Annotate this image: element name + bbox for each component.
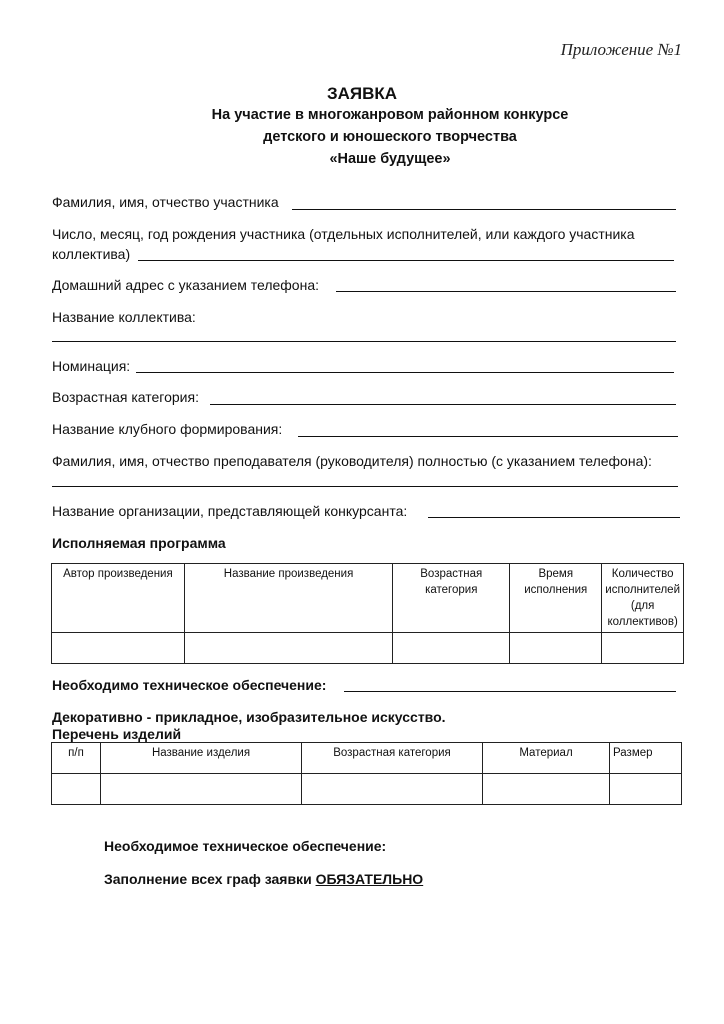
field-club-label: Название клубного формирования: <box>52 421 283 437</box>
field-nomination-line[interactable] <box>136 372 674 373</box>
table-cell[interactable] <box>302 774 483 805</box>
field-fio-line[interactable] <box>292 209 676 210</box>
tech-requirement-2-label: Необходимое техническое обеспечение: <box>104 838 387 854</box>
mandatory-note-emphasis: ОБЯЗАТЕЛЬНО <box>315 871 424 887</box>
table-cell[interactable] <box>483 774 610 805</box>
field-teacher-label: Фамилия, имя, отчество преподавателя (руководителя) полностью (с указанием телефона): <box>52 453 652 469</box>
field-teacher-line[interactable] <box>52 486 678 487</box>
table-cell[interactable] <box>610 774 682 805</box>
field-birth-label-1: Число, месяц, год рождения участника (отдельных исполнителей, или каждого участника <box>52 226 635 242</box>
field-fio-label: Фамилия, имя, отчество участника <box>52 194 279 210</box>
appendix-label: Приложение №1 <box>560 40 682 59</box>
products-table-header <box>52 743 682 774</box>
decor-heading: Декоративно - прикладное, изобразительное искусство. <box>52 709 446 725</box>
subtitle-line-2: детского и юношеского творчества <box>263 129 517 145</box>
field-collective-line[interactable] <box>52 341 676 342</box>
subtitle-line-3: «Наше будущее» <box>329 151 451 167</box>
program-col-age: Возрастная категория <box>393 564 510 633</box>
program-col-count: Количество исполнителей (для коллективов) <box>602 564 684 633</box>
tech-requirement-line[interactable] <box>344 691 676 692</box>
table-cell[interactable] <box>101 774 302 805</box>
products-col-name: Название изделия <box>101 743 302 774</box>
mandatory-note-prefix: Заполнение всех граф заявки <box>104 871 312 887</box>
table-cell[interactable] <box>510 633 602 664</box>
tech-requirement-label: Необходимо техническое обеспечение: <box>52 677 327 693</box>
field-club-line[interactable] <box>298 436 678 437</box>
products-col-number: п/п <box>52 743 101 774</box>
mandatory-note <box>104 871 423 887</box>
table-cell[interactable] <box>184 633 393 664</box>
products-col-material: Материал <box>483 743 610 774</box>
table-cell[interactable] <box>52 633 185 664</box>
field-organization-line[interactable] <box>428 517 680 518</box>
table-row <box>52 774 682 805</box>
field-nomination-label: Номинация: <box>52 358 131 374</box>
subtitle-line-1: На участие в многожанровом районном конкурсе <box>211 107 569 123</box>
table-cell[interactable] <box>393 633 510 664</box>
program-table <box>51 563 684 664</box>
products-table <box>51 742 682 805</box>
form-title: ЗАЯВКА <box>326 84 398 103</box>
program-heading: Исполняемая программа <box>52 535 226 551</box>
table-cell[interactable] <box>52 774 101 805</box>
field-age-label: Возрастная категория: <box>52 389 199 405</box>
program-col-time: Время исполнения <box>510 564 602 633</box>
form-subtitle <box>0 104 724 170</box>
program-col-title: Название произведения <box>184 564 393 633</box>
field-birth-label-2: коллектива) <box>52 246 131 262</box>
table-cell[interactable] <box>602 633 684 664</box>
decor-subheading: Перечень изделий <box>52 726 182 742</box>
table-row <box>52 633 684 664</box>
products-col-age: Возрастная категория <box>302 743 483 774</box>
field-birth-line[interactable] <box>138 260 674 261</box>
program-col-author: Автор произведения <box>52 564 185 633</box>
field-collective-label: Название коллектива: <box>52 309 196 325</box>
field-address-label: Домашний адрес с указанием телефона: <box>52 277 319 293</box>
program-table-header <box>52 564 684 633</box>
products-col-size: Размер <box>610 743 682 774</box>
field-address-line[interactable] <box>336 291 676 292</box>
field-age-line[interactable] <box>210 404 676 405</box>
field-organization-label: Название организации, представляющей конкурсанта: <box>52 503 408 519</box>
